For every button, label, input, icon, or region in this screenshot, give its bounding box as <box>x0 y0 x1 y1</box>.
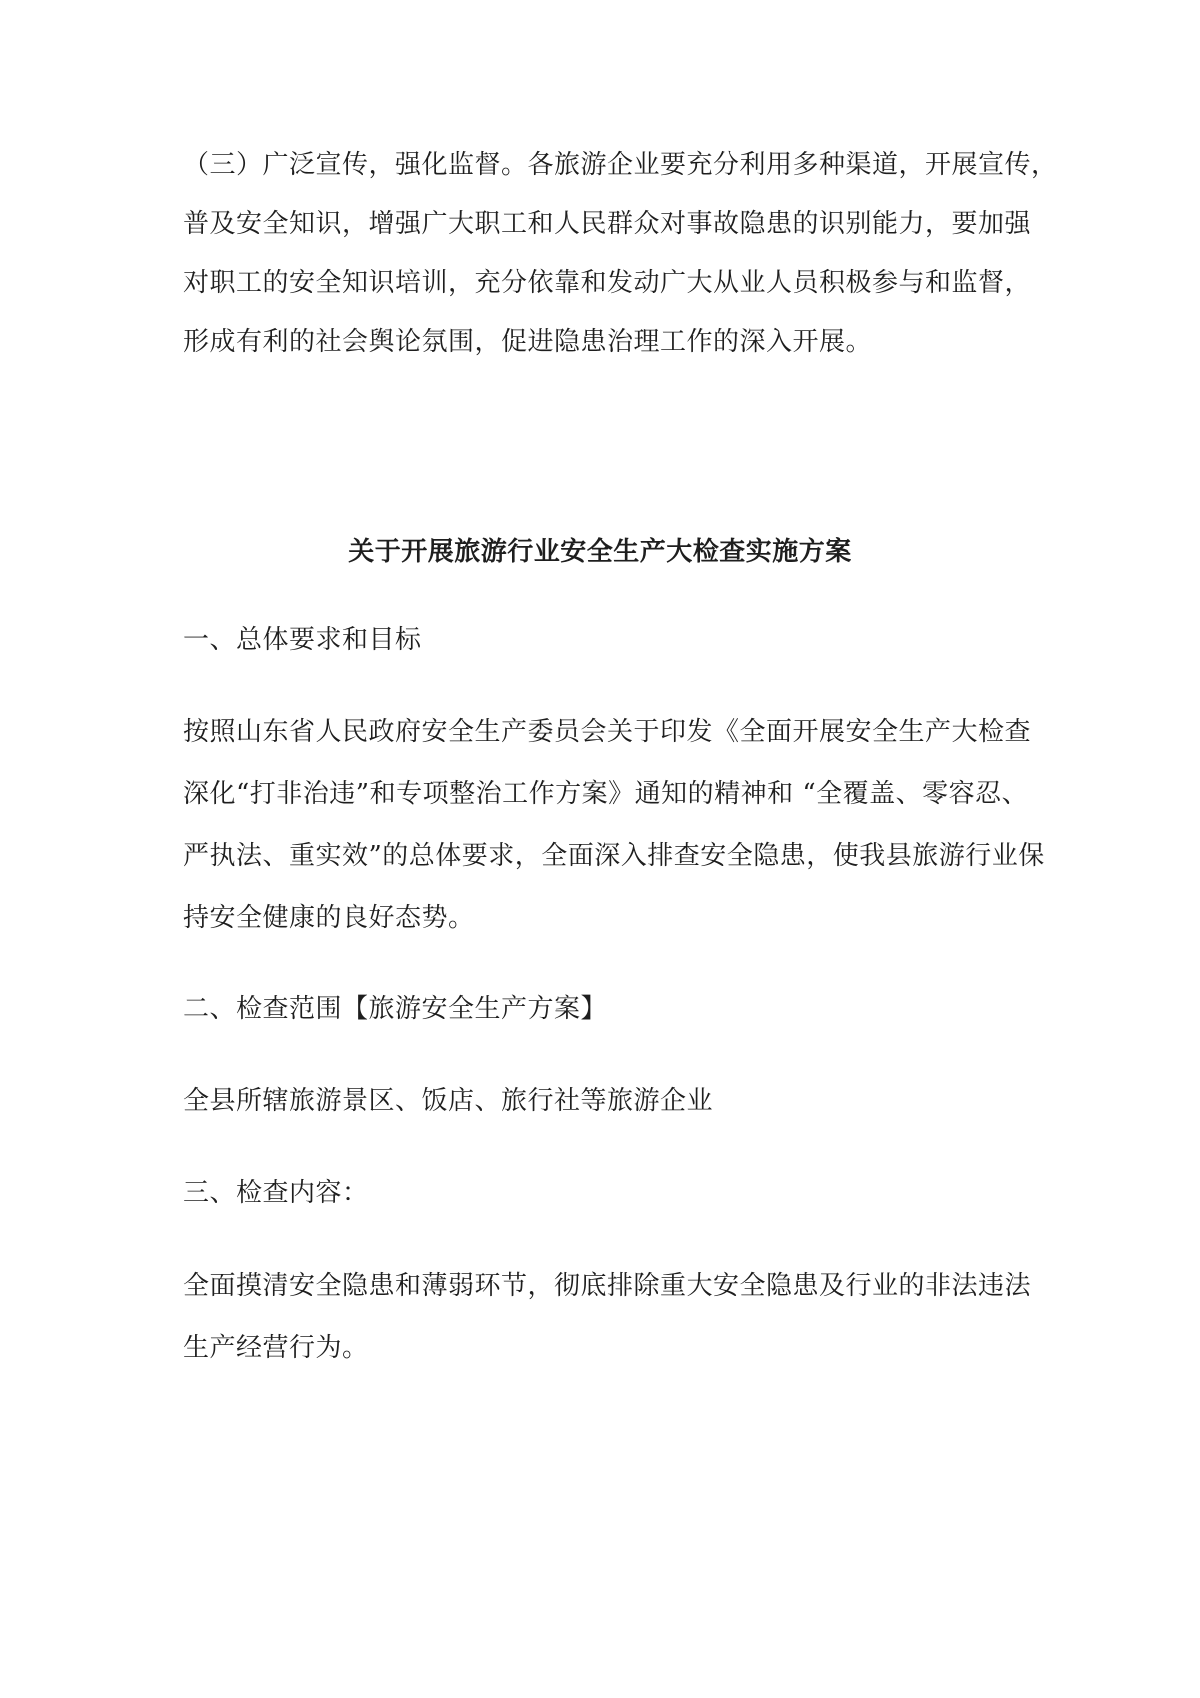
paragraph-line: （三）广泛宣传，强化监督。各旅游企业要充分利用多种渠道，开展宣传， <box>183 150 1058 180</box>
paragraph-line: 生产经营行为。 <box>183 1333 369 1363</box>
document-title: 关于开展旅游行业安全生产大检查实施方案 <box>348 537 852 567</box>
paragraph-line: 按照山东省人民政府安全生产委员会关于印发《全面开展安全生产大检查 <box>183 717 1032 747</box>
paragraph-line: 形成有利的社会舆论氛围，促进隐患治理工作的深入开展。 <box>183 327 873 357</box>
paragraph-line: 普及安全知识，增强广大职工和人民群众对事故隐患的识别能力，要加强 <box>183 209 1032 239</box>
paragraph-line: 全县所辖旅游景区、饭店、旅行社等旅游企业 <box>183 1086 714 1116</box>
paragraph-line: 严执法、重实效”的总体要求，全面深入排查安全隐患，使我县旅游行业保 <box>183 841 1045 871</box>
section-heading: 一、总体要求和目标 <box>183 625 422 655</box>
section-heading: 二、检查范围【旅游安全生产方案】 <box>183 994 608 1024</box>
paragraph-line: 对职工的安全知识培训，充分依靠和发动广大从业人员积极参与和监督， <box>183 268 1032 298</box>
paragraph-line: 持安全健康的良好态势。 <box>183 903 475 933</box>
section-heading: 三、检查内容： <box>183 1178 369 1208</box>
paragraph-line: 全面摸清安全隐患和薄弱环节，彻底排除重大安全隐患及行业的非法违法 <box>183 1271 1032 1301</box>
paragraph-line: 深化“打非治违”和专项整治工作方案》通知的精神和 “全覆盖、零容忍、 <box>183 779 1029 809</box>
